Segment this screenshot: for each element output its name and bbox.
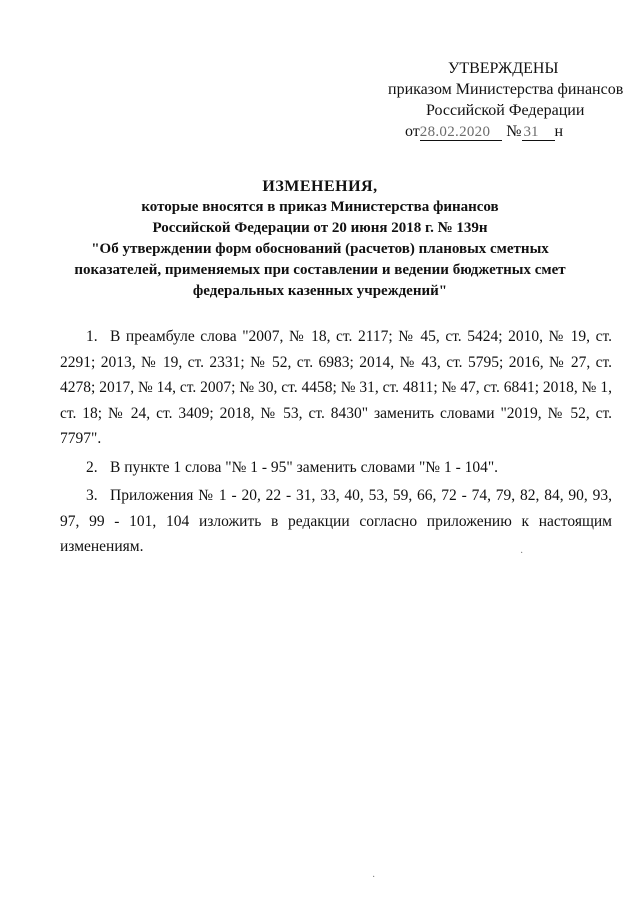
item-text: В преамбуле слова "2007, № 18, ст. 2117; № 45, ст. 5424; 2010, № 19, ст. 2291; 2013, № 19, ст. 2331; № 52, ст. 6983; 2014, № 43, ст. 5795; 2016, № 27, ст. 4278; 2017, № 14, ст. 2007; № 30, ст. 4458; № 31, ст. 4811; № 47, ст. 6841; 2018, № 1, ст. 18; № 24, ст. 3409; 2018, № 53, ст. 8430" заменить словами "2019, № 52, ст. 7797". — [60, 328, 612, 447]
approval-line-ministry: приказом Министерства финансов — [388, 81, 624, 98]
date-prefix: от — [405, 123, 420, 140]
item-text: В пункте 1 слова "№ 1 - 95" заменить словами "№ 1 - 104". — [110, 458, 499, 476]
number-prefix: № — [506, 123, 522, 140]
approval-title: УТВЕРЖДЕНЫ — [448, 60, 559, 77]
document-heading — [0, 176, 640, 302]
scan-speck: · — [372, 872, 376, 883]
heading-main: ИЗМЕНЕНИЯ, — [262, 178, 378, 195]
heading-line-1: которые вносятся в приказ Министерства финансов — [141, 199, 499, 215]
heading-line-3: "Об утверждении форм обоснований (расчетов) плановых сметных — [91, 241, 549, 257]
list-item — [60, 324, 612, 452]
heading-line-4: показателей, применяемых при составлении и ведении бюджетных смет — [74, 262, 566, 278]
list-item — [60, 455, 612, 481]
heading-line-2: Российской Федерации от 20 июня 2018 г. № 139н — [152, 220, 488, 236]
list-item — [60, 483, 612, 560]
heading-line-5: федеральных казенных учреждений" — [192, 283, 448, 299]
item-number: 3. — [86, 487, 98, 504]
item-number: 1. — [86, 328, 98, 345]
approval-date-number-line — [405, 121, 563, 142]
approval-line-federation: Российской Федерации — [426, 102, 585, 119]
document-body — [60, 324, 612, 563]
number-suffix: н — [554, 123, 564, 140]
approval-number: 31 — [522, 124, 555, 141]
item-number: 2. — [86, 458, 98, 476]
scan-speck: · — [520, 548, 524, 559]
approval-date: 28.02.2020 — [420, 124, 503, 141]
item-text: Приложения № 1 - 20, 22 - 31, 33, 40, 53, 59, 66, 72 - 74, 79, 82, 84, 90, 93, 97, 99 - 101, 104 изложить в редакции согласно приложению к настоящим изменениям. — [60, 487, 612, 555]
